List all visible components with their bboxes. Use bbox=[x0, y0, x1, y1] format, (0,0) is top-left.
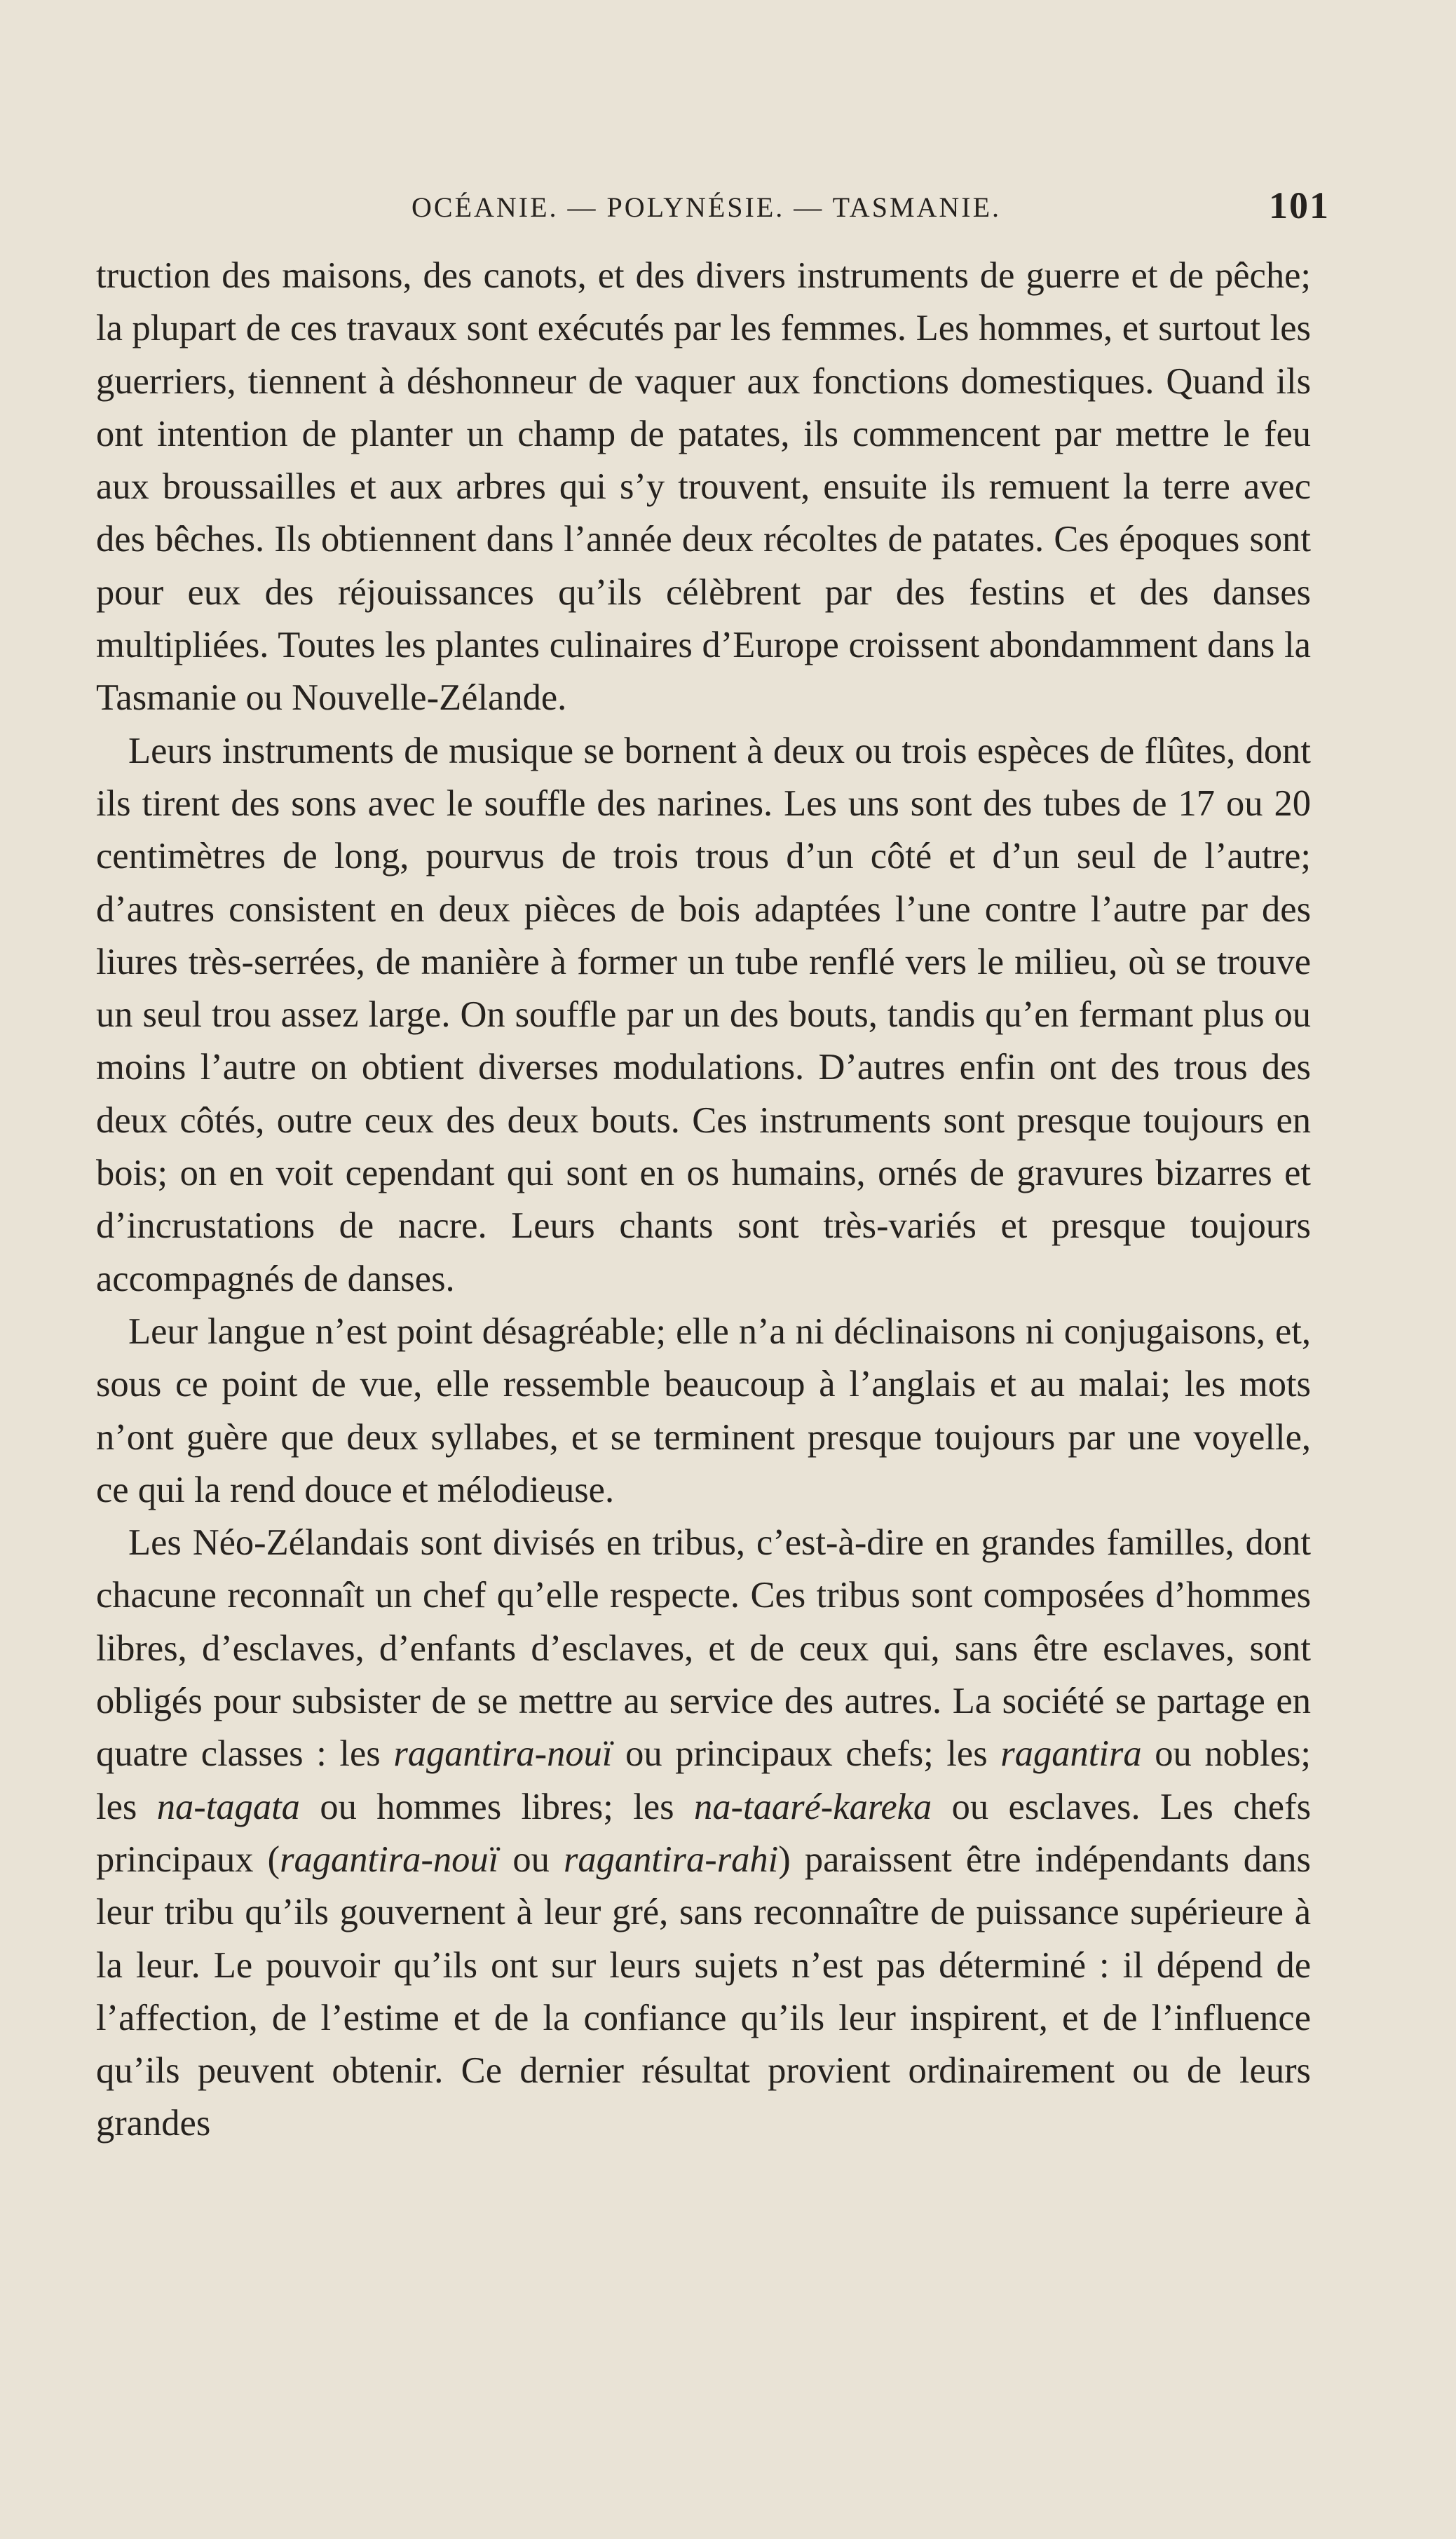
paragraph-1: truction des maisons, des canots, et des divers instruments de guerre et de pêche; la plupart de ces travaux sont exécutés par les femmes. Les hommes, et surtout les guerriers, tiennent à déshonneur de vaquer aux fonctions domestiques. Quand ils ont intention de planter un champ de patates, ils commencent par mettre le feu aux broussailles et aux arbres qui s’y trouvent, ensuite ils remuent la terre avec des bêches. Ils obtiennent dans l’année deux récoltes de patates. Ces époques sont pour eux des réjouissances qu’ils célèbrent par des festins et des danses multipliées. Toutes les plantes culinaires d’Europe croissent abondamment dans la Tasmanie ou Nouvelle-Zélande. bbox=[96, 255, 1311, 719]
term-ragantira-noui: ragantira-nouï bbox=[393, 1733, 613, 1775]
paragraph-3: Leur langue n’est point désagréable; elle n’a ni déclinaisons ni conjugaisons, et, sous ce point de vue, elle ressemble beaucoup à l’anglais et au malai; les mots n’ont guère que deux syllabes, et se terminent presque toujours par une voyelle, ce qui la rend douce et mélodieuse. bbox=[96, 1311, 1311, 1510]
paragraph-4-text-5: ou esclaves. Les chefs principaux ( bbox=[96, 1786, 1311, 1880]
paragraph-4-text-7: ) paraissent être indépendants dans leur tribu qu’ils gouvernent à leur gré, sans reconnaître de puissance supérieure à la leur. Le pouvoir qu’ils ont sur leurs sujets n’est pas déterminé : il dépend de l’affection, de l’estime et de la confiance qu’ils leur inspirent, et de l’influence qu’ils peuvent obtenir. Ce dernier résultat provient ordinairement ou de leurs grandes bbox=[96, 1839, 1311, 2144]
page-number: 101 bbox=[1269, 184, 1330, 226]
paragraph-4 bbox=[96, 1517, 1311, 2151]
paragraph-4-text-6: ou bbox=[498, 1839, 564, 1880]
term-ragantira-rahi: ragantira-rahi bbox=[563, 1839, 779, 1880]
paragraph-4-text-1: Les Néo-Zélandais sont divisés en tribus, c’est-à-dire en grandes familles, dont chacune reconnaît un chef qu’elle respecte. Ces tribus sont composées d’hommes libres, d’esclaves, d’enfants d’esclaves, et de ceux qui, sans être esclaves, sont obligés pour subsister de se mettre au service des autres. La société se partage en quatre classes : les bbox=[96, 1522, 1311, 1775]
paragraph-4-text-2: ou principaux chefs; les bbox=[612, 1733, 1001, 1775]
running-head bbox=[96, 184, 1330, 233]
body-text bbox=[96, 250, 1311, 2151]
term-ragantira-noui-2: ragantira-nouï bbox=[280, 1839, 499, 1880]
paragraph-4-text-4: ou hommes libres; les bbox=[299, 1786, 694, 1827]
term-na-taare-kareka: na-taaré-kareka bbox=[694, 1786, 932, 1827]
paragraph-4-text-3: ou nobles; les bbox=[96, 1733, 1311, 1827]
term-ragantira: ragantira bbox=[1000, 1733, 1142, 1775]
term-na-tagata: na-tagata bbox=[156, 1786, 300, 1827]
running-title: OCÉANIE. — POLYNÉSIE. — TASMANIE. bbox=[411, 191, 1002, 223]
paragraph-2: Leurs instruments de musique se bornent à deux ou trois espèces de flûtes, dont ils tirent des sons avec le souffle des narines. Les uns sont des tubes de 17 ou 20 centimètres de long, pourvus de trois trous d’un côté et d’un seul de l’autre; d’autres consistent en deux pièces de bois adaptées l’une contre l’autre par des liures très-serrées, de manière à former un tube renflé vers le milieu, où se trouve un seul trou assez large. On souffle par un des bouts, tandis qu’en fermant plus ou moins l’autre on obtient diverses modulations. D’autres enfin ont des trous des deux côtés, outre ceux des deux bouts. Ces instruments sont presque toujours en bois; on en voit cependant qui sont en os humains, ornés de gravures bizarres et d’incrustations de nacre. Leurs chants sont très-variés et presque toujours accompagnés de danses. bbox=[96, 730, 1311, 1299]
